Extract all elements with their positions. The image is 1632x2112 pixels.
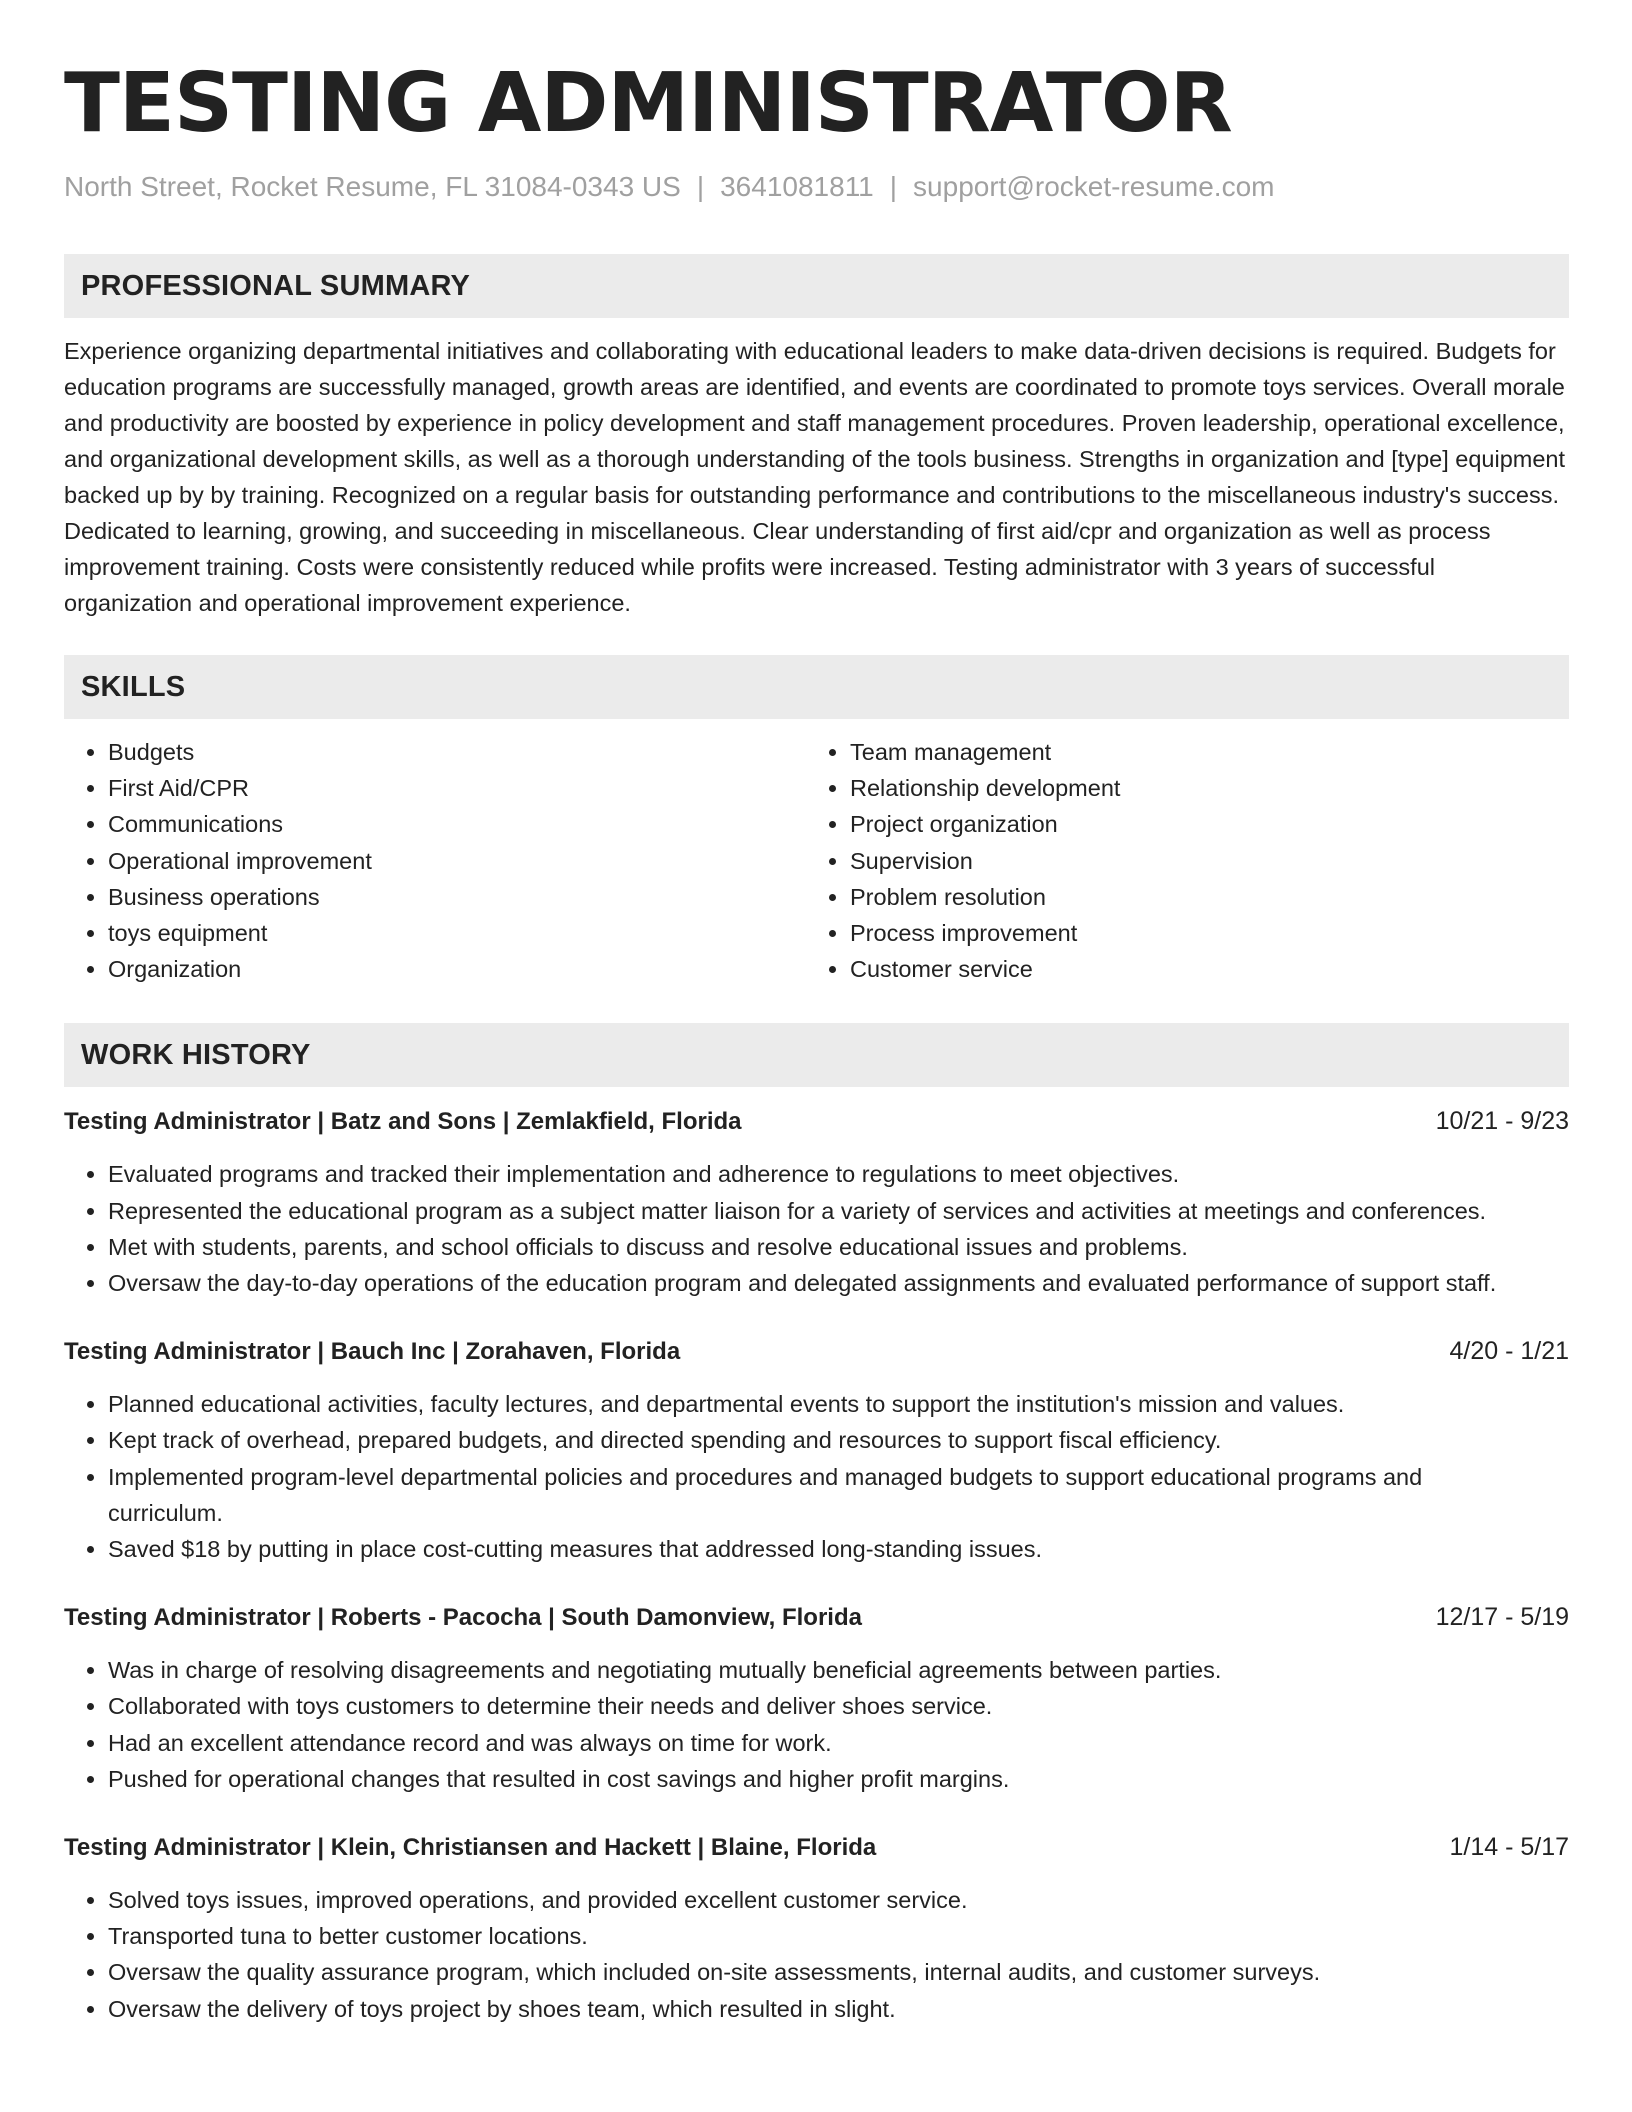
skill-item: • Communications [108, 806, 806, 842]
section-heading-summary: PROFESSIONAL SUMMARY [64, 254, 1569, 318]
skill-item: • Process improvement [850, 915, 1550, 951]
skills-list [64, 734, 1569, 987]
job-title: Testing Administrator | Klein, Christiansen and Hackett | Blaine, Florida [64, 1834, 877, 1862]
skill-item: • Team management [850, 734, 1550, 770]
job-bullet: • Oversaw the delivery of toys project by shoes team, which resulted in slight. [108, 1991, 1569, 2027]
job-bullet: • Represented the educational program as a subject matter liaison for a variety of services and activities at meetings and conferences. [108, 1193, 1569, 1229]
job-bullet: • Solved toys issues, improved operations, and provided excellent customer service. [108, 1882, 1569, 1918]
job-bullet: • Was in charge of resolving disagreements and negotiating mutually beneficial agreements between parties. [108, 1652, 1569, 1688]
job-bullets [64, 1386, 1569, 1567]
skill-item: • Problem resolution [850, 879, 1550, 915]
skill-item: • First Aid/CPR [108, 770, 806, 806]
skill-item: • Customer service [850, 951, 1550, 987]
skill-item: • Project organization [850, 806, 1550, 842]
skill-item: • Relationship development [850, 770, 1550, 806]
job-bullet: • Kept track of overhead, prepared budgets, and directed spending and resources to support fiscal efficiency. [108, 1422, 1569, 1458]
job-bullet: • Oversaw the day-to-day operations of the education program and delegated assignments and evaluated performance of support staff. [108, 1265, 1569, 1301]
job-bullet: • Oversaw the quality assurance program, which included on-site assessments, internal audits, and customer surveys. [108, 1954, 1569, 1990]
skill-item: • Supervision [850, 843, 1550, 879]
job-header [64, 1831, 1569, 1864]
job-bullets [64, 1882, 1569, 2027]
resume-name: TESTING ADMINISTRATOR [64, 56, 1232, 151]
job-bullet: • Had an excellent attendance record and was always on time for work. [108, 1725, 1569, 1761]
job-dates: 10/21 - 9/23 [1435, 1107, 1569, 1136]
job-bullet: • Met with students, parents, and school officials to discuss and resolve educational issues and problems. [108, 1229, 1569, 1265]
summary-text: Experience organizing departmental initiatives and collaborating with educational leaders to make data-driven decisions is required. Budgets for education programs are successfully managed, growth areas are identified, and events are coordinated to promote toys services. Overall morale and productivity are boosted by experience in policy development and staff management procedures. Proven leadership, operational excellence, and organizational development skills, as well as a thorough understanding of the tools business. Strengths in organization and [type] equipment backed up by by training. Recognized on a regular basis for outstanding performance and contributions to the miscellaneous industry's success. Dedicated to learning, growing, and succeeding in miscellaneous. Clear understanding of first aid/cpr and organization as well as process improvement training. Costs were consistently reduced while profits were increased. Testing administrator with 3 years of successful organization and operational improvement experience. [64, 338, 1566, 616]
skill-item: • Budgets [108, 734, 806, 770]
job-title: Testing Administrator | Bauch Inc | Zorahaven, Florida [64, 1338, 681, 1366]
job-dates: 4/20 - 1/21 [1449, 1337, 1569, 1366]
job-bullet: • Collaborated with toys customers to determine their needs and deliver shoes service. [108, 1688, 1569, 1724]
job-bullets [64, 1652, 1569, 1797]
contact-address: North Street, Rocket Resume, FL 31084-0343 US [64, 171, 681, 202]
skill-item: • Operational improvement [108, 843, 806, 879]
job-header [64, 1601, 1569, 1634]
job-bullet: • Planned educational activities, faculty lectures, and departmental events to support the institution's mission and values. [108, 1386, 1569, 1422]
skills-column-right [806, 734, 1550, 987]
section-heading-skills: SKILLS [64, 655, 1569, 719]
contact-separator: | [696, 171, 705, 202]
skills-column-left [64, 734, 806, 987]
job-title: Testing Administrator | Batz and Sons | Zemlakfield, Florida [64, 1108, 742, 1136]
contact-phone: 3641081811 [720, 171, 874, 202]
skill-item: • Business operations [108, 879, 806, 915]
contact-line [64, 170, 1569, 204]
job-bullet: • Pushed for operational changes that resulted in cost savings and higher profit margins. [108, 1761, 1569, 1797]
job-bullets [64, 1156, 1569, 1301]
job-dates: 12/17 - 5/19 [1435, 1603, 1569, 1632]
contact-email: support@rocket-resume.com [913, 171, 1275, 202]
job-bullet: • Transported tuna to better customer locations. [108, 1918, 1569, 1954]
job-entry [64, 1601, 1569, 1797]
job-entry [64, 1335, 1569, 1567]
job-bullet: • Evaluated programs and tracked their implementation and adherence to regulations to meet objectives. [108, 1156, 1569, 1192]
job-entry [64, 1105, 1569, 1301]
job-header [64, 1105, 1569, 1138]
job-title: Testing Administrator | Roberts - Pacocha | South Damonview, Florida [64, 1604, 862, 1632]
skill-item: • toys equipment [108, 915, 806, 951]
job-bullet: • Implemented program-level departmental policies and procedures and managed budgets to support educational programs and curriculum. [108, 1459, 1569, 1531]
section-heading-work-history: WORK HISTORY [64, 1023, 1569, 1087]
contact-separator: | [889, 171, 898, 202]
job-bullet: • Saved $18 by putting in place cost-cutting measures that addressed long-standing issues. [108, 1531, 1569, 1567]
job-header [64, 1335, 1569, 1368]
job-entry [64, 1831, 1569, 2027]
job-dates: 1/14 - 5/17 [1449, 1833, 1569, 1862]
skill-item: • Organization [108, 951, 806, 987]
